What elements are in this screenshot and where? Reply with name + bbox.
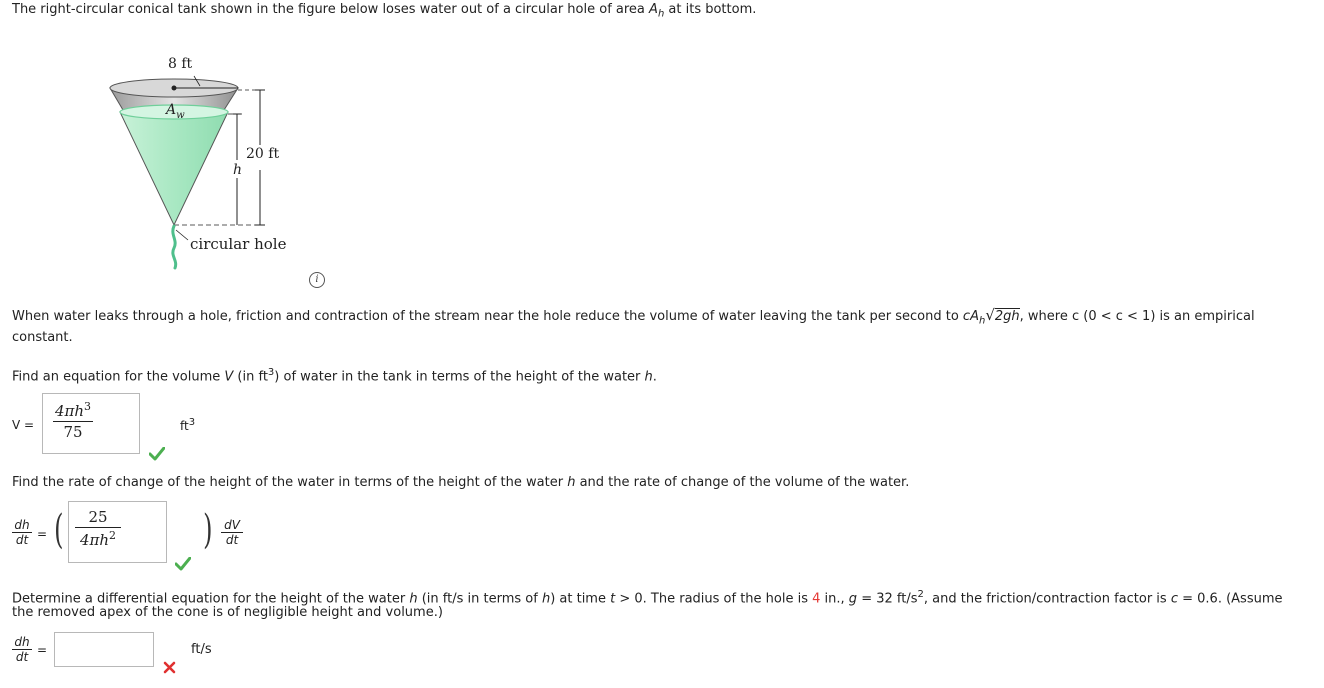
q1-answer-numerator xyxy=(53,400,93,420)
q3-radius-value: 4 xyxy=(812,591,821,607)
intro-text-after: at its bottom. xyxy=(664,2,757,17)
q2-answer-fraction xyxy=(75,508,121,549)
q1-answer-den: 75 xyxy=(63,423,83,441)
q3-text-g: , and the friction/contraction factor is xyxy=(923,591,1171,607)
q1-unit-text: ft xyxy=(180,419,189,433)
water-body xyxy=(120,109,228,225)
q3-equals: = xyxy=(37,643,48,657)
area-var: A xyxy=(649,2,658,17)
q3-var-h2: h xyxy=(541,591,551,607)
leak-text-a: When water leaks through a hole, friction and contraction of the stream near the hole reduce the volume of water leaving the tank per second to xyxy=(12,309,963,324)
q3-var-h: h xyxy=(409,591,418,607)
water-drip xyxy=(173,226,176,268)
q3-text-h: = 0.6. (Assume xyxy=(1177,591,1283,607)
q3-lhs-num: dh xyxy=(14,635,30,649)
q2-lhs-fraction xyxy=(12,518,32,547)
q2-rhs-fraction xyxy=(221,518,243,547)
q3-text-f: = 32 ft/s xyxy=(857,591,918,607)
q2-lhs-den: dt xyxy=(15,533,29,547)
q3-text-e: in., xyxy=(820,591,849,607)
water-area-label xyxy=(166,101,185,125)
water-area-sub: w xyxy=(176,109,185,121)
leak-cond: c (0 < c < 1) xyxy=(1071,309,1156,324)
water-area-var: A xyxy=(166,102,177,118)
q3-sup: 2 xyxy=(917,589,924,600)
q3-prompt-line2: the removed apex of the cone is of negligible height and volume.) xyxy=(12,605,443,620)
q2-correct-icon xyxy=(175,557,191,571)
info-icon[interactable]: i xyxy=(309,272,325,288)
q2-answer-num: 25 xyxy=(88,508,108,526)
q3-lhs-fraction xyxy=(12,635,32,664)
q2-equals: = xyxy=(37,527,48,541)
q1-lhs: V = xyxy=(12,418,35,432)
q2-var-h: h xyxy=(567,475,576,490)
sqrt-symbol: √ xyxy=(985,306,995,324)
q2-open-paren: ( xyxy=(54,507,64,553)
q1-unit-sup: 3 xyxy=(188,417,196,428)
q1-text-a: Find an equation for the volume xyxy=(12,369,225,385)
leak-expr-sub: h xyxy=(978,315,986,327)
q1-var-h: h xyxy=(644,369,653,385)
q3-text-c: ) at time xyxy=(550,591,611,607)
q1-answer-fraction xyxy=(53,400,93,441)
q3-text-d: > 0. The radius of the hole is xyxy=(615,591,813,607)
leak-paragraph-line2: constant. xyxy=(12,330,73,345)
q2-text-a: Find the rate of change of the height of the water in terms of the height of the water xyxy=(12,475,568,490)
q3-var-g: g xyxy=(848,591,858,607)
q2-rhs-den: dt xyxy=(225,533,239,547)
q2-answer-den: 4πh xyxy=(79,531,110,549)
q1-answer-field[interactable] xyxy=(42,393,140,454)
q3-lhs-den: dt xyxy=(15,650,29,664)
leak-text-c: is an empirical xyxy=(1155,309,1255,324)
q1-var-v: V xyxy=(224,369,234,385)
top-radius-label: 8 ft xyxy=(168,56,193,72)
q3-unit: ft/s xyxy=(191,642,212,657)
q3-text-b: (in ft/s in terms of xyxy=(417,591,542,607)
q2-answer-den-sup: 2 xyxy=(109,529,117,542)
q2-answer-field[interactable] xyxy=(68,501,167,563)
q1-prompt xyxy=(12,364,657,386)
q3-var-t: t xyxy=(610,591,616,607)
q3-text-a: Determine a differential equation for the height of the water xyxy=(12,591,410,607)
tank-height-label: 20 ft xyxy=(246,146,280,162)
area-sub: h xyxy=(657,8,665,20)
q2-prompt xyxy=(12,474,909,492)
q1-text-b: (in ft xyxy=(233,369,268,385)
q1-unit xyxy=(180,414,195,435)
circular-hole-label: circular hole xyxy=(190,235,287,253)
q1-sup: 3 xyxy=(267,367,275,378)
q1-correct-icon xyxy=(149,447,165,461)
q2-text-b: and the rate of change of the volume of the water. xyxy=(575,475,910,490)
q2-close-paren: ) xyxy=(203,507,213,553)
height-label: h xyxy=(233,162,243,178)
q2-lhs-num: dh xyxy=(14,518,30,532)
leak-expr: cA xyxy=(962,309,979,324)
leak-paragraph xyxy=(12,306,1255,331)
q1-text-c: ) of water in the tank in terms of the height of the water xyxy=(274,369,645,385)
q3-var-c: c xyxy=(1170,591,1178,607)
q2-answer-denominator xyxy=(75,529,121,549)
q1-answer-num-sup: 3 xyxy=(84,400,92,413)
q1-text-d: . xyxy=(652,369,657,385)
sqrt-arg: 2gh xyxy=(994,309,1020,324)
intro-text-before: The right-circular conical tank shown in the figure below loses water out of a circular hole of area xyxy=(12,2,650,17)
q2-rhs-num: dV xyxy=(224,518,240,532)
q3-answer-input[interactable] xyxy=(54,632,154,667)
q1-answer-num: 4πh xyxy=(54,402,85,420)
leak-text-b: , where xyxy=(1019,309,1072,324)
intro-text xyxy=(12,1,756,24)
q3-incorrect-icon xyxy=(163,661,176,674)
